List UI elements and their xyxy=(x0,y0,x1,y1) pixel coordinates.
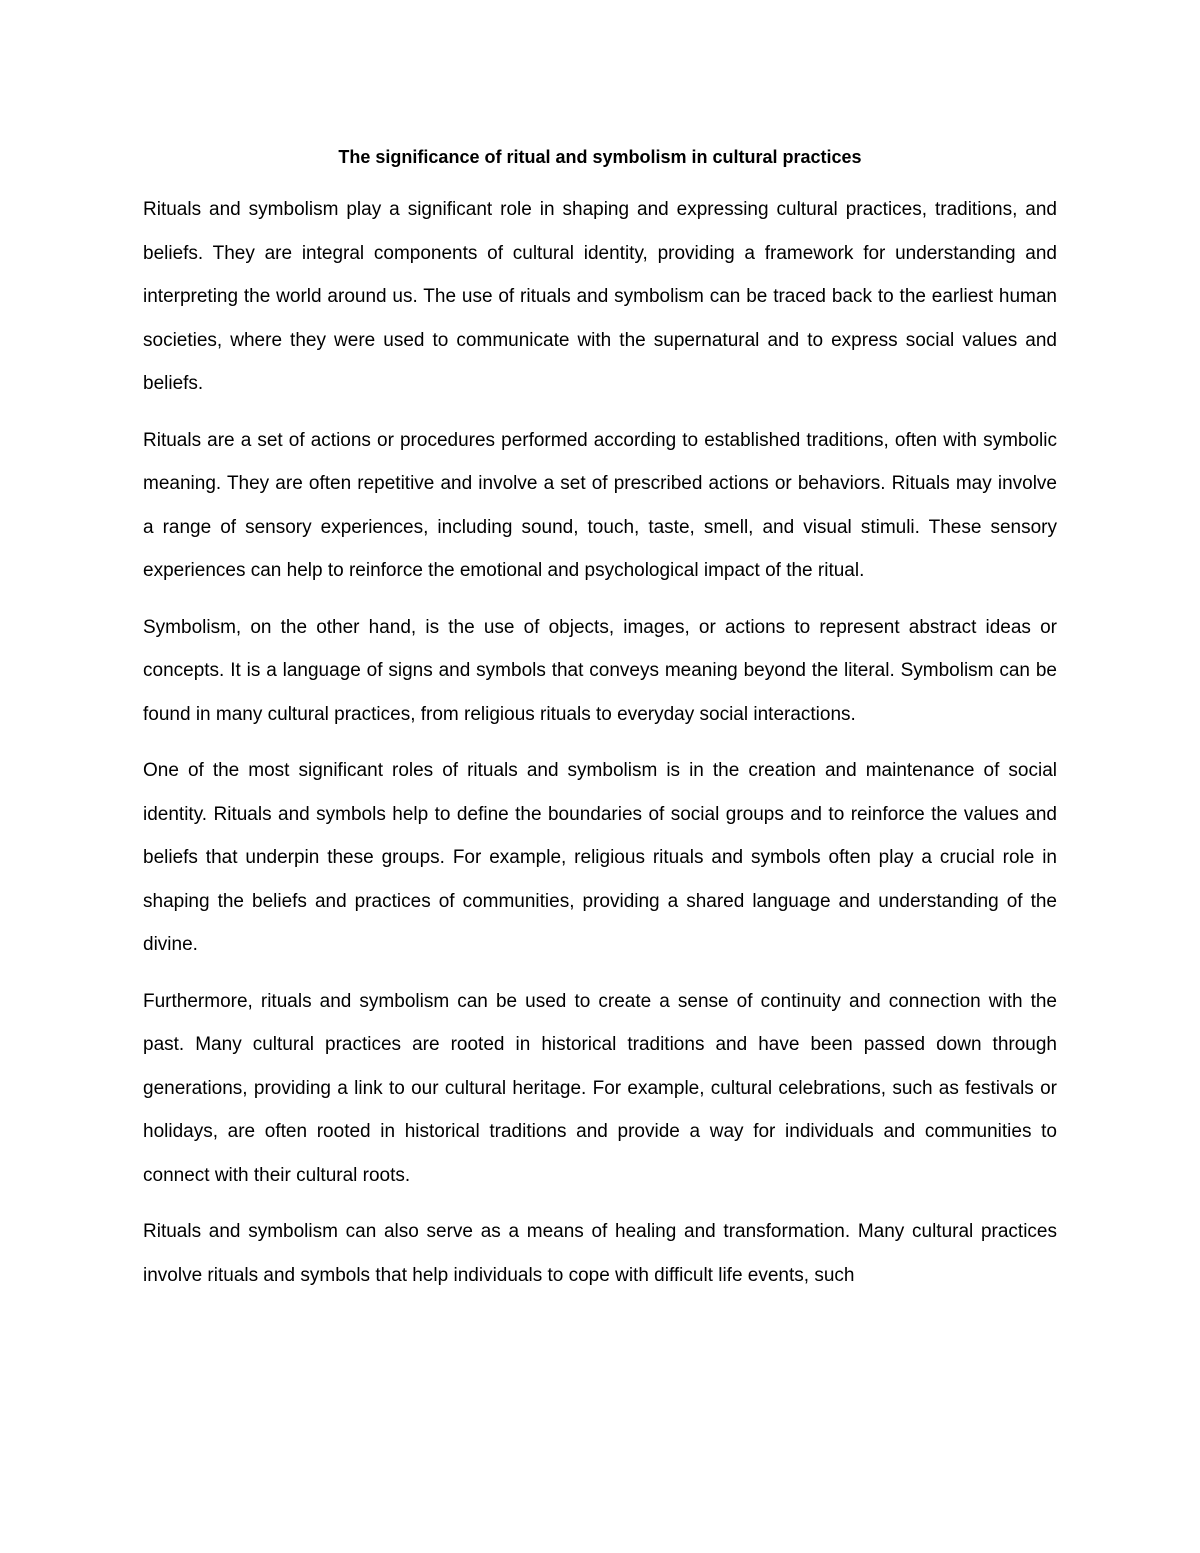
document-page xyxy=(143,145,1057,1310)
paragraph-5: Furthermore, rituals and symbolism can be used to create a sense of continuity and connection with the past. Many cultural practices are rooted in historical traditions and have been passed down through generations, providing a link to our cultural heritage. For example, cultural celebrations, such as festivals or holidays, are often rooted in historical traditions and provide a way for individuals and communities to connect with their cultural roots. xyxy=(143,990,1057,1186)
paragraph-4: One of the most significant roles of rituals and symbolism is in the creation and maintenance of social identity. Rituals and symbols help to define the boundaries of social groups and to reinforce the values and beliefs that underpin these groups. For example, religious rituals and symbols often play a crucial role in shaping the beliefs and practices of communities, providing a shared language and understanding of the divine. xyxy=(143,760,1057,955)
paragraph-1: Rituals and symbolism play a significant role in shaping and expressing cultural practices, traditions, and beliefs. They are integral components of cultural identity, providing a framework for understanding and interpreting the world around us. The use of rituals and symbolism can be traced back to the earliest human societies, where they were used to communicate with the supernatural and to express social values and beliefs. xyxy=(143,199,1057,394)
paragraph-2: Rituals are a set of actions or procedures performed according to established traditions, often with symbolic meaning. They are often repetitive and involve a set of prescribed actions or behaviors. Rituals may involve a range of sensory experiences, including sound, touch, taste, smell, and visual stimuli. These sensory experiences can help to reinforce the emotional and psychological impact of the ritual. xyxy=(143,429,1057,581)
paragraph-6: Rituals and symbolism can also serve as a means of healing and transformation. Many cultural practices involve rituals and symbols that help individuals to cope with difficult life events, such xyxy=(143,1221,1057,1286)
paragraph-3: Symbolism, on the other hand, is the use of objects, images, or actions to represent abstract ideas or concepts. It is a language of signs and symbols that conveys meaning beyond the literal. Symbolism can be found in many cultural practices, from religious rituals to everyday social interactions. xyxy=(143,616,1057,725)
document-title: The significance of ritual and symbolism in cultural practices xyxy=(338,147,862,167)
